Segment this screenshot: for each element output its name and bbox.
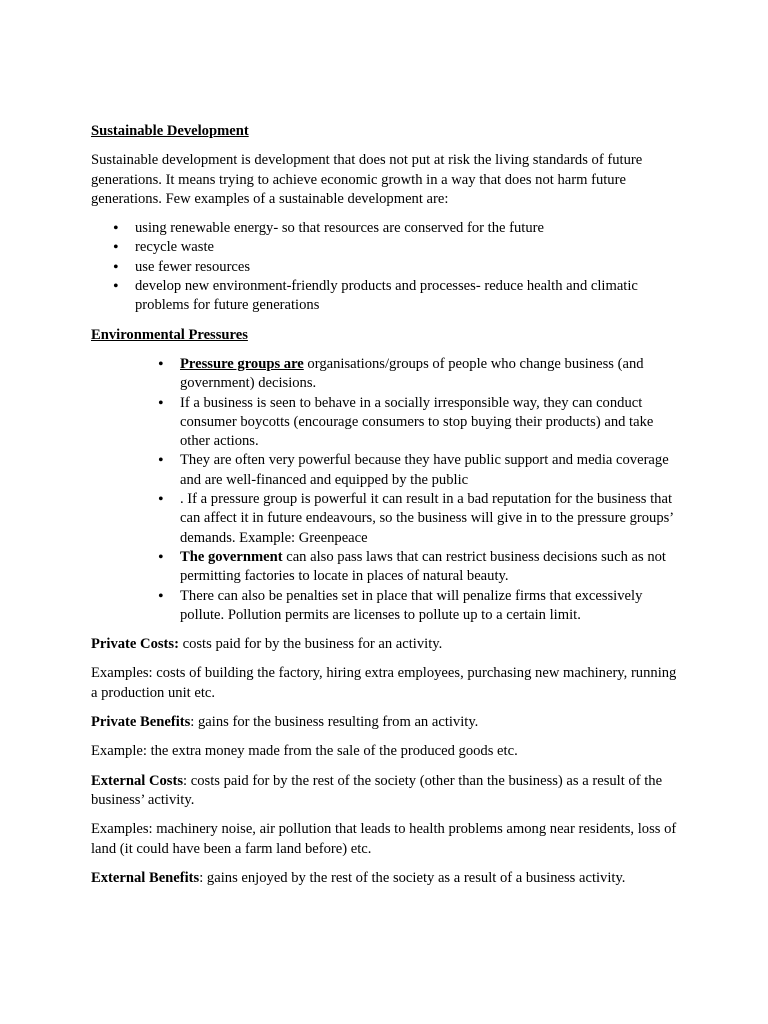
term-external-costs: External Costs bbox=[91, 772, 184, 789]
definition-text: : gains for the business resulting from an activity. bbox=[190, 714, 479, 731]
document-body bbox=[91, 122, 681, 898]
definition-text: : gains enjoyed by the rest of the society as a result of a business activity. bbox=[199, 869, 626, 886]
private-benefits-definition bbox=[91, 713, 681, 732]
heading-environmental-pressures: Environmental Pressures bbox=[91, 326, 248, 343]
list-item-text: There can also be penalties set in place that will penalize firms that excessively pollute. Pollution permits are licenses to pollute up to a certain limit. bbox=[180, 587, 643, 623]
list-item: • develop new environment-friendly products and processes- reduce health and climatic problems for future generations bbox=[135, 277, 681, 316]
environmental-pressures-list bbox=[91, 355, 681, 625]
private-benefits-example: Example: the extra money made from the sale of the produced goods etc. bbox=[91, 743, 518, 760]
private-costs-definition bbox=[91, 635, 681, 654]
term-external-benefits: External Benefits bbox=[91, 869, 200, 886]
term-private-costs: Private Costs: bbox=[91, 636, 179, 653]
definition-text: costs paid for by the business for an activity. bbox=[178, 636, 443, 653]
list-item: • recycle waste bbox=[135, 238, 681, 257]
list-item-text: They are often very powerful because they have public support and media coverage and are well-financed and equipped by the public bbox=[180, 452, 669, 488]
definition-text: : costs paid for by the rest of the society (other than the business) as a result of the business’ activity. bbox=[91, 772, 663, 808]
list-item bbox=[180, 355, 681, 394]
list-item bbox=[180, 490, 681, 548]
sustainable-examples-list bbox=[91, 219, 681, 315]
list-item-text: can also pass laws that can restrict business decisions such as not permitting factories to locate in places of natural beauty. bbox=[180, 548, 666, 585]
heading-sustainable-development: Sustainable Development bbox=[91, 123, 249, 139]
external-benefits-definition bbox=[91, 869, 681, 888]
list-item-lead: Pressure groups are bbox=[180, 355, 304, 372]
list-item-text: . If a pressure group is powerful it can result in a bad reputation for the business that can affect it in future endeavours, so the business will give in to the pressure groups’ demands. Example: Greenpeace bbox=[180, 491, 674, 546]
list-item bbox=[180, 587, 681, 626]
list-item: • use fewer resources bbox=[135, 258, 681, 277]
list-item bbox=[180, 548, 681, 587]
list-item-lead: The government bbox=[180, 548, 283, 565]
external-costs-example: Examples: machinery noise, air pollution that leads to health problems among near residents, loss of land (it could have been a farm land before) etc. bbox=[91, 821, 677, 857]
external-costs-definition bbox=[91, 772, 681, 811]
list-item bbox=[180, 451, 681, 490]
list-item bbox=[180, 394, 681, 452]
list-item-text: If a business is seen to behave in a socially irresponsible way, they can conduct consumer boycotts (encourage consumers to stop buying their products) and take other actions. bbox=[180, 394, 654, 450]
sustainable-intro: Sustainable development is development that does not put at risk the living standards of future generations. It means trying to achieve economic growth in a way that does not harm future generations. Few examples of a sustainable development are: bbox=[91, 152, 643, 207]
private-costs-example: Examples: costs of building the factory, hiring extra employees, purchasing new machinery, running a production unit etc. bbox=[91, 665, 677, 701]
list-item-text: organisations/groups of people who change business (and government) decisions. bbox=[180, 355, 644, 392]
list-item: • using renewable energy- so that resources are conserved for the future bbox=[135, 219, 681, 238]
term-private-benefits: Private Benefits bbox=[91, 714, 191, 731]
